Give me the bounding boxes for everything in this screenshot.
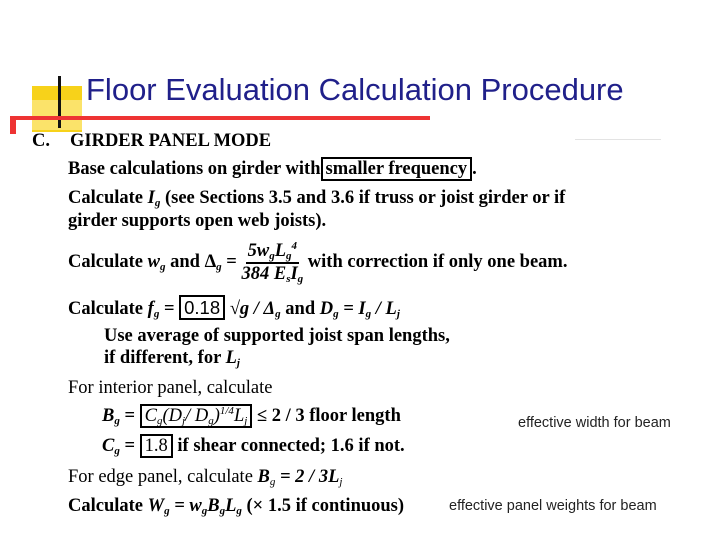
calc-wg-num-L-sub: g (286, 250, 292, 263)
calc-wg-num-L: L (274, 241, 287, 262)
bg-boxed-L-sub: j (244, 415, 248, 428)
calc-fg-root: √g / Δ (229, 299, 276, 319)
line-interior: For interior panel, calculate (68, 378, 273, 398)
calc-wg-num: 5w (247, 241, 270, 262)
calc-wg-delta-sub: g (216, 260, 222, 273)
section-heading: GIRDER PANEL MODE (70, 131, 272, 151)
if-diff-sub: j (236, 357, 240, 369)
base-text: Base calculations on girder with (68, 159, 321, 179)
bg-end: ≤ 2 / 3 floor length (256, 406, 401, 427)
calc-fg-boxed: 0.18 (179, 295, 225, 320)
bg-boxed-paren: (D (162, 406, 183, 427)
calc-fg-sub: g (153, 308, 160, 320)
wg-L: L (225, 496, 237, 516)
bg-boxed-slash-sub: g (208, 415, 214, 428)
line-use-average: Use average of supported joist span lengths, (104, 326, 450, 346)
edge-sym: B (257, 467, 270, 487)
bg-boxed-C: C (144, 406, 157, 427)
bg-boxed (140, 404, 253, 428)
cg-end: if shear connected; 1.6 if not. (177, 436, 405, 456)
line-cg (102, 436, 405, 457)
line-base (68, 159, 477, 180)
title-accent-block-light (32, 100, 82, 130)
slide-title: Floor Evaluation Calculation Procedure (86, 72, 624, 107)
calc-fg-eq: = (163, 299, 175, 319)
edge-sub2: j (339, 476, 343, 488)
cg-sym: C (102, 436, 115, 456)
base-end: . (472, 159, 477, 179)
title-accent-line (58, 76, 61, 128)
title-underline-bar (10, 116, 430, 120)
calc-wg-den: 384 E (241, 264, 287, 285)
calc-wg-sub: g (159, 260, 166, 273)
calc-fg-and: and (285, 299, 316, 319)
bg-boxed-paren-sub: j (182, 415, 186, 428)
bg-sub: g (114, 415, 120, 428)
bg-boxed-slash: / D (185, 406, 209, 427)
calc-fg-D-L-sub: j (396, 308, 400, 320)
bg-boxed-sup: 1/4 (219, 405, 234, 417)
edge-sub: g (269, 476, 276, 488)
calc-fg-root-sub: g (275, 308, 281, 320)
bg-boxed-close: ) (213, 406, 220, 427)
calc-ig-2: (see Sections 3.5 and 3.6 if truss or joist girder or if (164, 188, 566, 208)
wg-eq: = w (174, 496, 202, 516)
title-underline-corner (10, 116, 16, 134)
edge-1: For edge panel, calculate (68, 467, 253, 487)
calc-fg-D-sub: g (333, 308, 339, 320)
bg-eq: = (124, 406, 136, 427)
line-wg (68, 496, 404, 517)
section-letter: C. (32, 131, 50, 151)
bg-sym: B (102, 406, 115, 427)
calc-wg-sym: w (147, 251, 160, 272)
calc-wg-num-L-sup: 4 (291, 240, 298, 252)
calc-wg-num-sub: g (269, 250, 275, 263)
calc-wg-den-I: I (290, 264, 298, 285)
cg-eq: = (124, 436, 136, 456)
line-calc-ig-cont: girder supports open web joists). (68, 211, 327, 231)
wg-B-sub: g (219, 505, 226, 517)
faint-divider (575, 139, 661, 140)
note-effective-panel-weights: effective panel weights for beam (449, 498, 657, 514)
wg-L-sub: g (236, 505, 242, 517)
line-bg (102, 405, 401, 427)
note-effective-width: effective width for beam (518, 415, 671, 431)
line-calc-wg (68, 240, 567, 285)
wg-sym: W (147, 496, 165, 516)
if-diff-text: if different, for (104, 348, 221, 368)
base-boxed: smaller frequency (321, 157, 473, 181)
wg-B: B (207, 496, 220, 516)
line-calc-fg (68, 297, 400, 320)
calc-fg-D: D (319, 299, 334, 319)
calc-wg-fraction (241, 240, 303, 285)
bg-boxed-L: L (233, 406, 245, 427)
calc-ig-1: Calculate (68, 188, 144, 208)
bg-boxed-C-sub: g (156, 415, 163, 428)
calc-fg-D-eq: = I (343, 299, 366, 319)
calc-fg-1: Calculate (68, 299, 144, 319)
calc-wg-1: Calculate (68, 251, 144, 272)
calc-fg-sym: f (147, 299, 154, 319)
calc-fg-D-L: / L (375, 299, 397, 319)
calc-wg-end: with correction if only one beam. (307, 251, 568, 272)
if-diff-sym: L (225, 348, 237, 368)
calc-ig-sub: g (154, 197, 161, 209)
calc-wg-den-I-sub: g (297, 273, 304, 286)
wg-1: Calculate (68, 496, 144, 516)
calc-ig-sym: I (147, 188, 155, 208)
calc-wg-denominator (241, 264, 303, 285)
line-calc-ig (68, 188, 565, 209)
wg-sub: g (164, 505, 170, 517)
calc-wg-den-sub: s (286, 273, 291, 286)
calc-wg-and: and (170, 251, 200, 272)
line-edge (68, 467, 342, 488)
line-if-different (104, 348, 240, 369)
wg-eq-sub: g (201, 505, 208, 517)
calc-wg-eq: = (226, 251, 237, 272)
edge-2: = 2 / 3L (280, 467, 340, 487)
calc-wg-numerator (246, 240, 299, 264)
calc-fg-D-I-sub: g (365, 308, 372, 320)
cg-boxed: 1.8 (140, 434, 173, 458)
wg-end: (× 1.5 if continuous) (246, 496, 405, 516)
calc-wg-delta: Δ (204, 251, 217, 272)
cg-sub: g (114, 445, 120, 457)
